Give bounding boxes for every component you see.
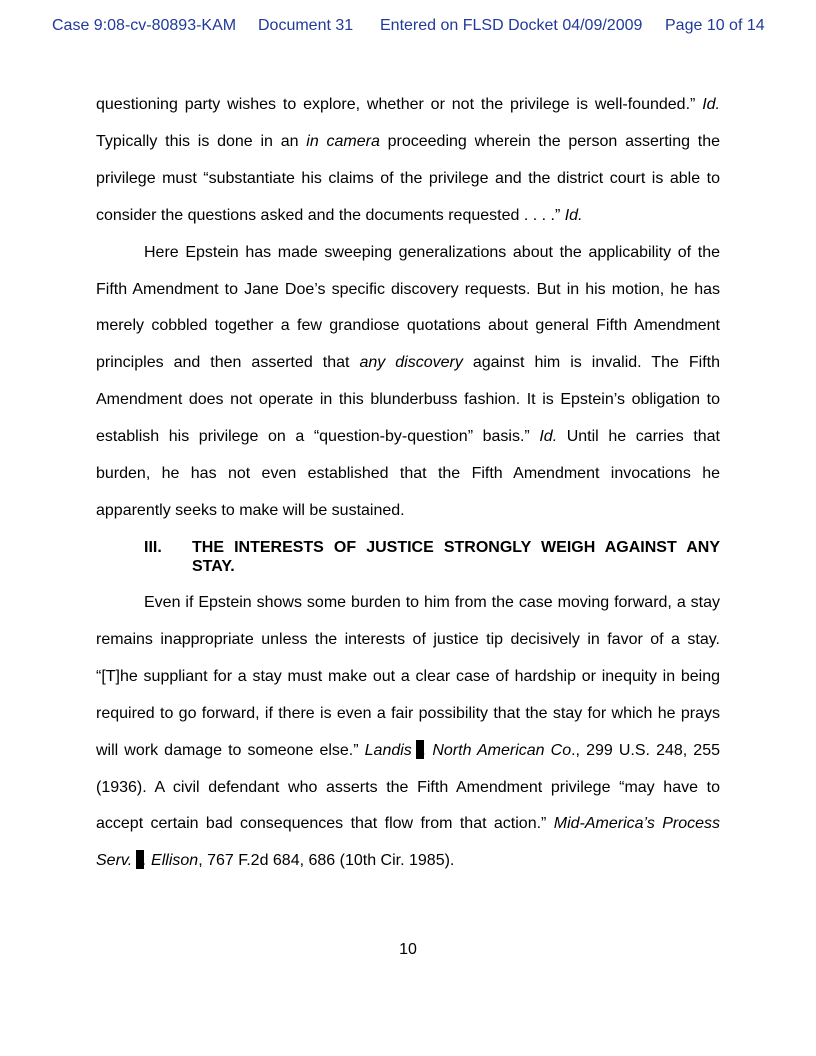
body-lower [96, 585, 720, 880]
paragraph-interests-of-justice: Even if Epstein shows some burden to him from the case moving forward, a stay remains inappropriate unless the interests of justice tip decisively in favor of a stay. “[T]he suppliant for a stay must make out a clear case of hardship or inequity in being required to go forward, if there is even a fair possibility that the stay for which he prays will work damage to someone else.” Landis . North American Co., 299 U.S. 248, 255 (1936). A civil defendant who asserts the Fifth Amendment privilege “may have to accept certain bad consequences that flow from that action.” Mid-America’s Process Serv. . Ellison, 767 F.2d 684, 686 (10th Cir. 1985). [96, 594, 720, 870]
docket-entry-date: Entered on FLSD Docket 04/09/2009 [380, 17, 643, 34]
page-indicator: Page 10 of 14 [665, 17, 765, 34]
section-number: III. [144, 539, 162, 556]
document-number: Document 31 [258, 17, 354, 34]
case-number: Case 9:08-cv-80893-KAM [52, 17, 237, 34]
paragraph-epstein-generalizations: Here Epstein has made sweeping generalizations about the applicability of the Fifth Amendment to Jane Doe’s specific discovery requests. But in his motion, he has merely cobbled together a few grandiose quotations about general Fifth Amendment principles and then asserted that any discovery against him is invalid. The Fifth Amendment does not operate in this blunderbuss fashion. It is Epstein’s obligation to establish his privilege on a “question-by-question” basis.” Id. Until he carries that burden, he has not even established that the Fifth Amendment invocations he apparently seeks to make will be sustained. [96, 243, 721, 519]
body-upper [96, 87, 720, 530]
section-title: THE INTERESTS OF JUSTICE STRONGLY WEIGH AGAINST ANY STAY. [192, 539, 720, 575]
paragraph-continuation: questioning party wishes to explore, whether or not the privilege is well-founded.” Id. Typically this is done in an in camera proceeding wherein the person asserting the privilege must “substantiate his claims of the privilege and the district court is able to consider the questions asked and the documents requested . . . .” Id. [96, 96, 721, 224]
page-number: 10 [399, 941, 417, 958]
